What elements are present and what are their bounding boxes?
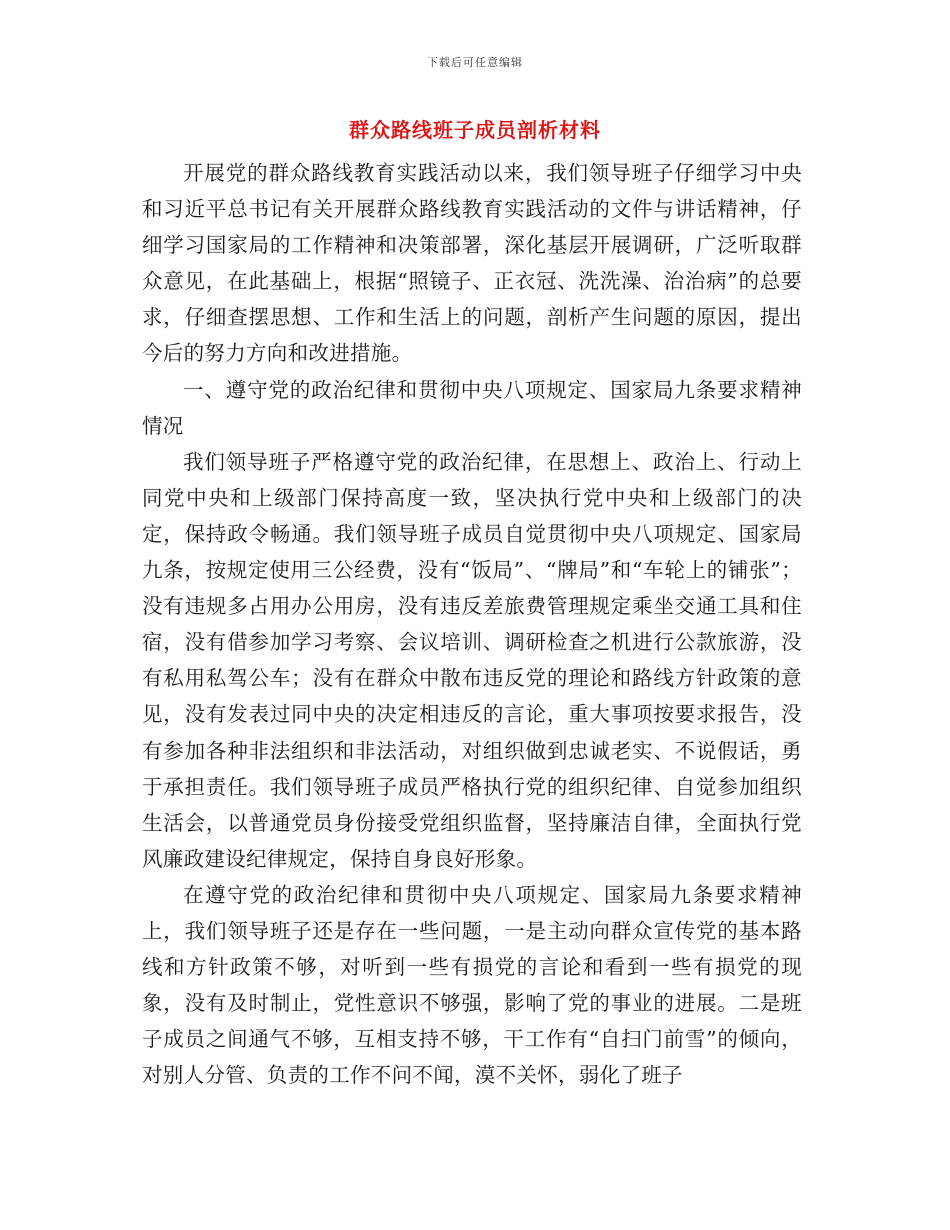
paragraph-problems: 在遵守党的政治纪律和贯彻中央八项规定、国家局九条要求精神上，我们领导班子还是存在一些问题，一是主动向群众宣传党的基本路线和方针政策不够，对听到一些有损党的言论和看到一些有损党的现象，没有及时制止，党性意识不够强，影响了党的事业的进展。二是班子成员之间通气不够，互相支持不够，干工作有“自扫门前雪”的倾向，对别人分管、负责的工作不问不闻，漠不关怀，弱化了班子	[142, 882, 802, 1088]
header-note: 下载后可任意编辑	[427, 56, 523, 69]
paragraph-compliance: 我们领导班子严格遵守党的政治纪律，在思想上、政治上、行动上同党中央和上级部门保持高度一致，坚决执行党中央和上级部门的决定，保持政令畅通。我们领导班子成员自觉贯彻中央八项规定、国家局九条，按规定使用三公经费，没有“饭局”、“牌局”和“车轮上的铺张”；没有违规多占用办公用房，没有违反差旅费管理规定乘坐交通工具和住宿，没有借参加学习考察、会议培训、调研检查之机进行公款旅游，没有私用私驾公车；没有在群众中散布违反党的理论和路线方针政策的意见，没有发表过同中央的决定相违反的言论，重大事项按要求报告，没有参加各种非法组织和非法活动，对组织做到忠诚老实、不说假话，勇于承担责任。我们领导班子成员严格执行党的组织纪律、自觉参加组织生活会，以普通党员身份接受党组织监督，坚持廉洁自律，全面执行党风廉政建设纪律规定，保持自身良好形象。	[142, 449, 802, 871]
document-body	[142, 155, 802, 1093]
document-title: 群众路线班子成员剖析材料	[349, 118, 601, 142]
paragraph-section-heading: 一、遵守党的政治纪律和贯彻中央八项规定、国家局九条要求精神情况	[142, 377, 802, 438]
paragraph-intro: 开展党的群众路线教育实践活动以来，我们领导班子仔细学习中央和习近平总书记有关开展群众路线教育实践活动的文件与讲话精神，仔细学习国家局的工作精神和决策部署，深化基层开展调研，广泛听取群众意见，在此基础上，根据“照镜子、正衣冠、洗洗澡、治治病”的总要求，仔细查摆思想、工作和生活上的问题，剖析产生问题的原因，提出今后的努力方向和改进措施。	[142, 161, 802, 366]
